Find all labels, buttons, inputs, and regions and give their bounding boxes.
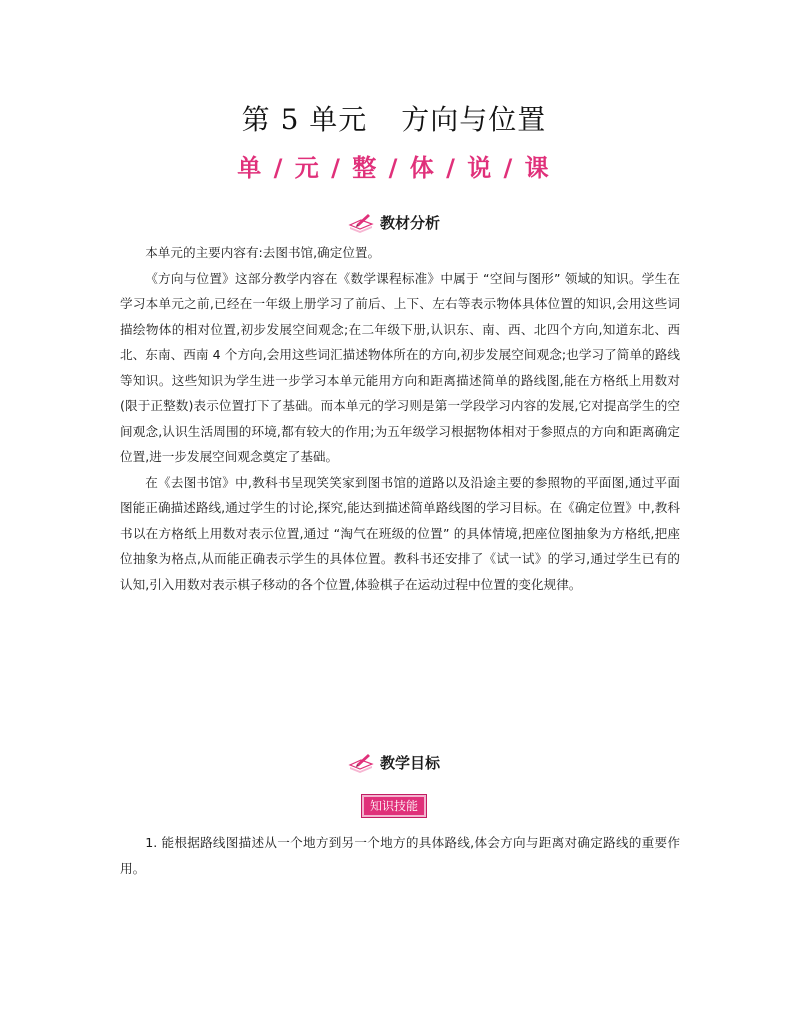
page-subtitle: 单 / 元 / 整 / 体 / 说 / 课 — [237, 154, 551, 182]
paragraph: 在《去图书馆》中,教科书呈现笑笑家到图书馆的道路以及沿途主要的参照物的平面图,通过平面图能正确描述路线,通过学生的讨论,探究,能达到描述简单路线图的学习目标。在《确定位置》中,教科书以在方格纸上用数对表示位置,通过 “淘气在班级的位置” 的具体情境,把座位图抽象为方格纸,把座位抽象为格点,从而能正确表示学生的具体位置。教科书还安排了《试一试》的学习,通过学生已有的认知,引入用数对表示棋子移动的各个位置,体验棋子在运动过程中位置的变化规律。 — [120, 474, 680, 592]
paragraph: 《方向与位置》这部分教学内容在《数学课程标准》中属于 “空间与图形” 领域的知识。学生在学习本单元之前,已经在一年级上册学习了前后、上下、左右等表示物体具体位置的知识,会用这些词描绘物体的相对位置,初步发展空间观念;在二年级下册,认识东、南、西、北四个方向,知道东北、西北、东南、西南 4 个方向,会用这些词汇描述物体所在的方向,初步发展空间观念;也学习了简单的路线等知识。这些知识为学生进一步学习本单元能用方向和距离描述简单的路线图,能在方格纸上用数对(限于正整数)表示位置打下了基础。而本单元的学习则是第一学段学习内容的发展,它对提高学生的空间观念,认识生活周围的环境,都有较大的作用;为五年级学习根据物体相对于参照点的方向和距离确定位置,进一步发展空间观念奠定了基础。 — [120, 270, 680, 464]
section-heading-label: 教学目标 — [379, 754, 440, 772]
knowledge-skills-badge: 知识技能 — [362, 795, 426, 817]
unit-number: 第 5 单元 — [241, 103, 368, 136]
badge-wrap — [0, 795, 788, 817]
pen-and-book-icon — [348, 753, 374, 773]
section-heading-analysis — [0, 212, 788, 233]
paragraph: 1. 能根据路线图描述从一个地方到另一个地方的具体路线,体会方向与距离对确定路线的重要作用。 — [120, 835, 680, 876]
pen-and-book-icon — [348, 213, 374, 233]
goals-text — [120, 830, 680, 881]
analysis-text — [120, 240, 680, 597]
paragraph: 本单元的主要内容有:去图书馆,确定位置。 — [145, 245, 381, 260]
section-heading-label: 教材分析 — [379, 214, 440, 232]
unit-name: 方向与位置 — [401, 103, 547, 136]
section-heading-goals — [0, 752, 788, 773]
page-title — [0, 98, 788, 138]
